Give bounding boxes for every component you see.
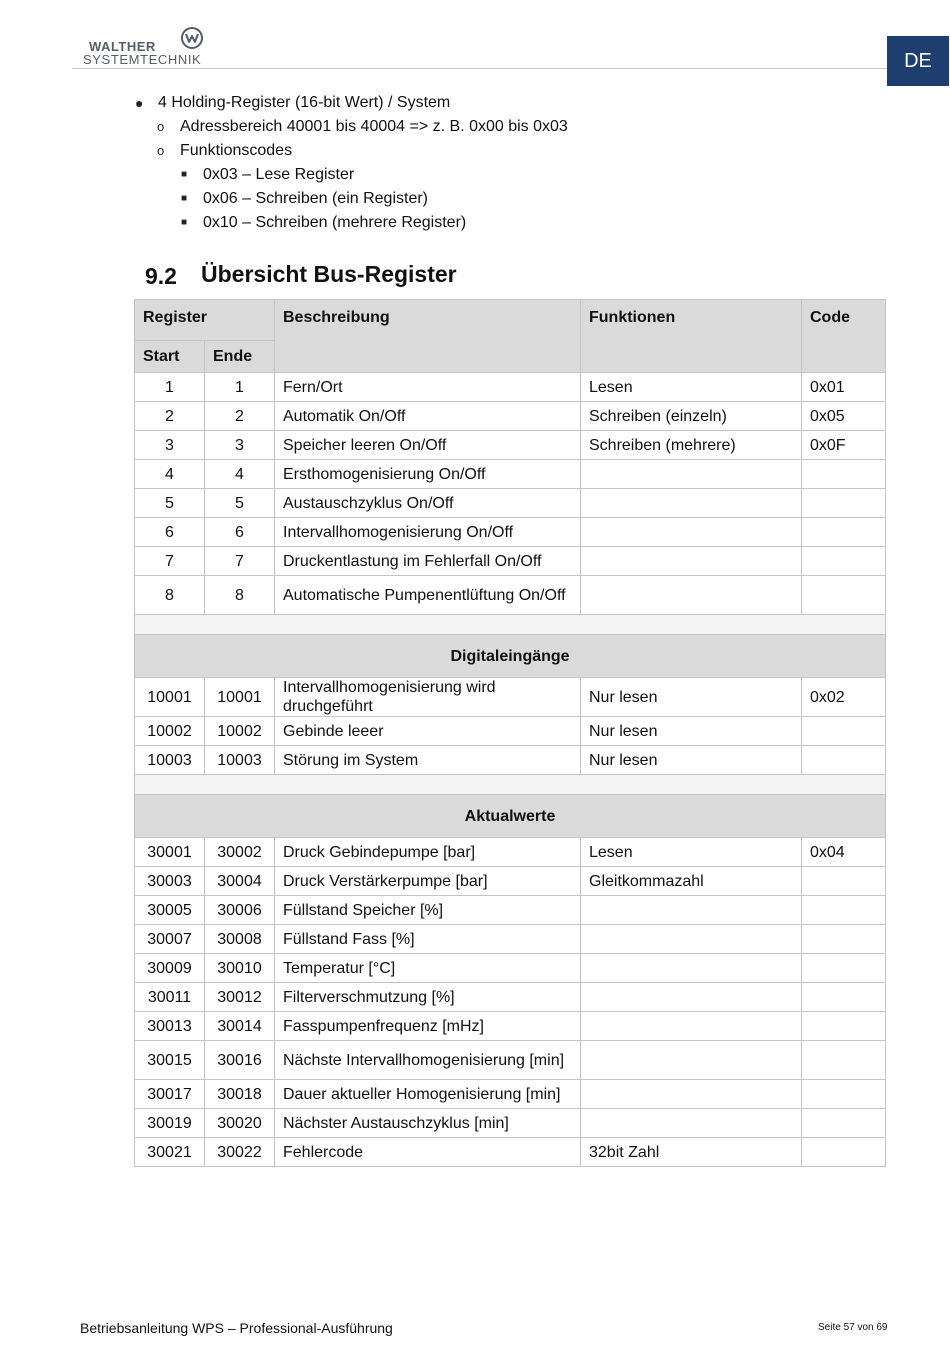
cell-function: Lesen	[581, 838, 802, 867]
section-row-digital	[135, 635, 886, 678]
cell-description: Austauschzyklus On/Off	[275, 489, 581, 518]
cell-ende: 30004	[205, 867, 275, 896]
bullet-square-icon: ■	[181, 193, 188, 204]
table-row	[135, 1012, 886, 1041]
cell-start: 30021	[135, 1138, 205, 1167]
cell-start: 10003	[135, 746, 205, 775]
cell-start: 30001	[135, 838, 205, 867]
cell-start: 8	[135, 576, 205, 615]
cell-code	[802, 867, 886, 896]
logo-text-walther: WALTHER	[89, 39, 156, 54]
cell-code: 0x02	[802, 678, 886, 717]
cell-ende: 30016	[205, 1041, 275, 1080]
cell-function: Schreiben (einzeln)	[581, 402, 802, 431]
table-row	[135, 460, 886, 489]
cell-code	[802, 983, 886, 1012]
header-ende: Ende	[205, 341, 275, 373]
table-row	[135, 1109, 886, 1138]
section-row-actual	[135, 795, 886, 838]
table-row	[135, 867, 886, 896]
cell-function	[581, 896, 802, 925]
cell-ende: 10003	[205, 746, 275, 775]
cell-function: Gleitkommazahl	[581, 867, 802, 896]
cell-start: 30019	[135, 1109, 205, 1138]
cell-start: 30003	[135, 867, 205, 896]
cell-start: 3	[135, 431, 205, 460]
cell-description: Druck Verstärkerpumpe [bar]	[275, 867, 581, 896]
cell-ende: 2	[205, 402, 275, 431]
table-row	[135, 678, 886, 717]
cell-code	[802, 1041, 886, 1080]
table-row	[135, 576, 886, 615]
header-beschreibung: Beschreibung	[275, 300, 581, 373]
table-row	[135, 402, 886, 431]
cell-code: 0x0F	[802, 431, 886, 460]
cell-ende: 10001	[205, 678, 275, 717]
header-start: Start	[135, 341, 205, 373]
cell-function	[581, 576, 802, 615]
cell-start: 6	[135, 518, 205, 547]
table-row	[135, 896, 886, 925]
cell-function	[581, 1041, 802, 1080]
cell-function: Lesen	[581, 373, 802, 402]
cell-start: 2	[135, 402, 205, 431]
spacer-row	[135, 775, 886, 795]
cell-start: 10001	[135, 678, 205, 717]
footer-document-title: Betriebsanleitung WPS – Professional-Ausführung	[80, 1320, 393, 1336]
cell-function	[581, 983, 802, 1012]
bullet-dot-icon: ●	[135, 95, 144, 111]
table-row	[135, 838, 886, 867]
company-logo	[80, 26, 220, 68]
bullet-circle-icon: o	[157, 119, 165, 134]
cell-description: Füllstand Fass [%]	[275, 925, 581, 954]
cell-function	[581, 460, 802, 489]
table-row	[135, 431, 886, 460]
cell-start: 30017	[135, 1080, 205, 1109]
cell-code: 0x01	[802, 373, 886, 402]
cell-function: Nur lesen	[581, 678, 802, 717]
language-badge: DE	[887, 36, 949, 86]
cell-code	[802, 925, 886, 954]
table-row	[135, 746, 886, 775]
spacer-row	[135, 615, 886, 635]
cell-function	[581, 954, 802, 983]
cell-description: Automatik On/Off	[275, 402, 581, 431]
table-row	[135, 1080, 886, 1109]
table-row	[135, 717, 886, 746]
cell-ende: 10002	[205, 717, 275, 746]
cell-description: Dauer aktueller Homogenisierung [min]	[275, 1080, 581, 1109]
cell-ende: 30018	[205, 1080, 275, 1109]
cell-function	[581, 1012, 802, 1041]
bullet-level3: 0x06 – Schreiben (ein Register)	[203, 190, 429, 207]
section-title: Übersicht Bus-Register	[201, 261, 457, 287]
cell-code	[802, 1138, 886, 1167]
logo-text-systemtechnik: SYSTEMTECHNIK	[83, 52, 202, 67]
cell-function: Nur lesen	[581, 717, 802, 746]
footer-page-number: Seite 57 von 69	[818, 1322, 888, 1333]
cell-code	[802, 489, 886, 518]
cell-description: Intervallhomogenisierung wird druchgeführt	[275, 678, 581, 717]
cell-ende: 6	[205, 518, 275, 547]
table-row	[135, 983, 886, 1012]
header-code: Code	[802, 300, 886, 373]
cell-description: Füllstand Speicher [%]	[275, 896, 581, 925]
cell-start: 30005	[135, 896, 205, 925]
cell-start: 7	[135, 547, 205, 576]
bullet-level2: Funktionscodes	[180, 142, 293, 159]
cell-code	[802, 1080, 886, 1109]
cell-description: Nächster Austauschzyklus [min]	[275, 1109, 581, 1138]
table-row	[135, 954, 886, 983]
bullet-level3: 0x10 – Schreiben (mehrere Register)	[203, 214, 467, 231]
cell-function	[581, 925, 802, 954]
cell-description: Automatische Pumpenentlüftung On/Off	[275, 576, 581, 615]
cell-description: Ersthomogenisierung On/Off	[275, 460, 581, 489]
cell-ende: 30014	[205, 1012, 275, 1041]
cell-ende: 30022	[205, 1138, 275, 1167]
cell-code	[802, 717, 886, 746]
cell-description: Intervallhomogenisierung On/Off	[275, 518, 581, 547]
cell-description: Filterverschmutzung [%]	[275, 983, 581, 1012]
table-row	[135, 373, 886, 402]
cell-ende: 30008	[205, 925, 275, 954]
cell-code: 0x04	[802, 838, 886, 867]
header-divider	[72, 68, 887, 69]
cell-ende: 30002	[205, 838, 275, 867]
cell-ende: 3	[205, 431, 275, 460]
register-table	[134, 299, 886, 1167]
cell-function	[581, 489, 802, 518]
cell-ende: 30010	[205, 954, 275, 983]
cell-code: 0x05	[802, 402, 886, 431]
cell-description: Druckentlastung im Fehlerfall On/Off	[275, 547, 581, 576]
table-row	[135, 925, 886, 954]
header-register: Register	[135, 300, 275, 341]
cell-code	[802, 460, 886, 489]
cell-start: 10002	[135, 717, 205, 746]
header-funktionen: Funktionen	[581, 300, 802, 373]
table-row	[135, 518, 886, 547]
bullet-square-icon: ■	[181, 169, 188, 180]
cell-ende: 5	[205, 489, 275, 518]
bullet-level3: 0x03 – Lese Register	[203, 166, 355, 183]
cell-start: 30013	[135, 1012, 205, 1041]
cell-code	[802, 576, 886, 615]
cell-function	[581, 1080, 802, 1109]
cell-function	[581, 1109, 802, 1138]
table-row	[135, 489, 886, 518]
cell-description: Fehlercode	[275, 1138, 581, 1167]
cell-function: 32bit Zahl	[581, 1138, 802, 1167]
cell-ende: 30012	[205, 983, 275, 1012]
cell-function: Nur lesen	[581, 746, 802, 775]
cell-start: 30011	[135, 983, 205, 1012]
cell-code	[802, 518, 886, 547]
bullet-circle-icon: o	[157, 143, 165, 158]
cell-start: 4	[135, 460, 205, 489]
section-title-digital: Digitaleingänge	[135, 635, 886, 678]
cell-ende: 4	[205, 460, 275, 489]
section-title-actual: Aktualwerte	[135, 795, 886, 838]
walther-logo-icon	[180, 26, 204, 50]
cell-ende: 8	[205, 576, 275, 615]
cell-code	[802, 896, 886, 925]
table-row	[135, 547, 886, 576]
cell-description: Temperatur [°C]	[275, 954, 581, 983]
cell-function	[581, 547, 802, 576]
cell-description: Fern/Ort	[275, 373, 581, 402]
cell-function	[581, 518, 802, 547]
section-number: 9.2	[145, 263, 177, 289]
cell-start: 30007	[135, 925, 205, 954]
table-row	[135, 1041, 886, 1080]
cell-start: 30015	[135, 1041, 205, 1080]
cell-ende: 7	[205, 547, 275, 576]
cell-description: Speicher leeren On/Off	[275, 431, 581, 460]
cell-description: Druck Gebindepumpe [bar]	[275, 838, 581, 867]
bullet-level2: Adressbereich 40001 bis 40004 => z. B. 0x00 bis 0x03	[180, 118, 568, 135]
bullet-square-icon: ■	[181, 217, 188, 228]
cell-ende: 30020	[205, 1109, 275, 1138]
cell-description: Nächste Intervallhomogenisierung [min]	[275, 1041, 581, 1080]
cell-description: Fasspumpenfrequenz [mHz]	[275, 1012, 581, 1041]
cell-code	[802, 547, 886, 576]
cell-code	[802, 1109, 886, 1138]
cell-code	[802, 746, 886, 775]
cell-ende: 1	[205, 373, 275, 402]
cell-code	[802, 1012, 886, 1041]
bullet-level1: 4 Holding-Register (16-bit Wert) / System	[158, 94, 451, 111]
cell-function: Schreiben (mehrere)	[581, 431, 802, 460]
cell-code	[802, 954, 886, 983]
cell-description: Störung im System	[275, 746, 581, 775]
cell-start: 1	[135, 373, 205, 402]
cell-start: 5	[135, 489, 205, 518]
cell-start: 30009	[135, 954, 205, 983]
table-row	[135, 1138, 886, 1167]
cell-description: Gebinde leeer	[275, 717, 581, 746]
cell-ende: 30006	[205, 896, 275, 925]
